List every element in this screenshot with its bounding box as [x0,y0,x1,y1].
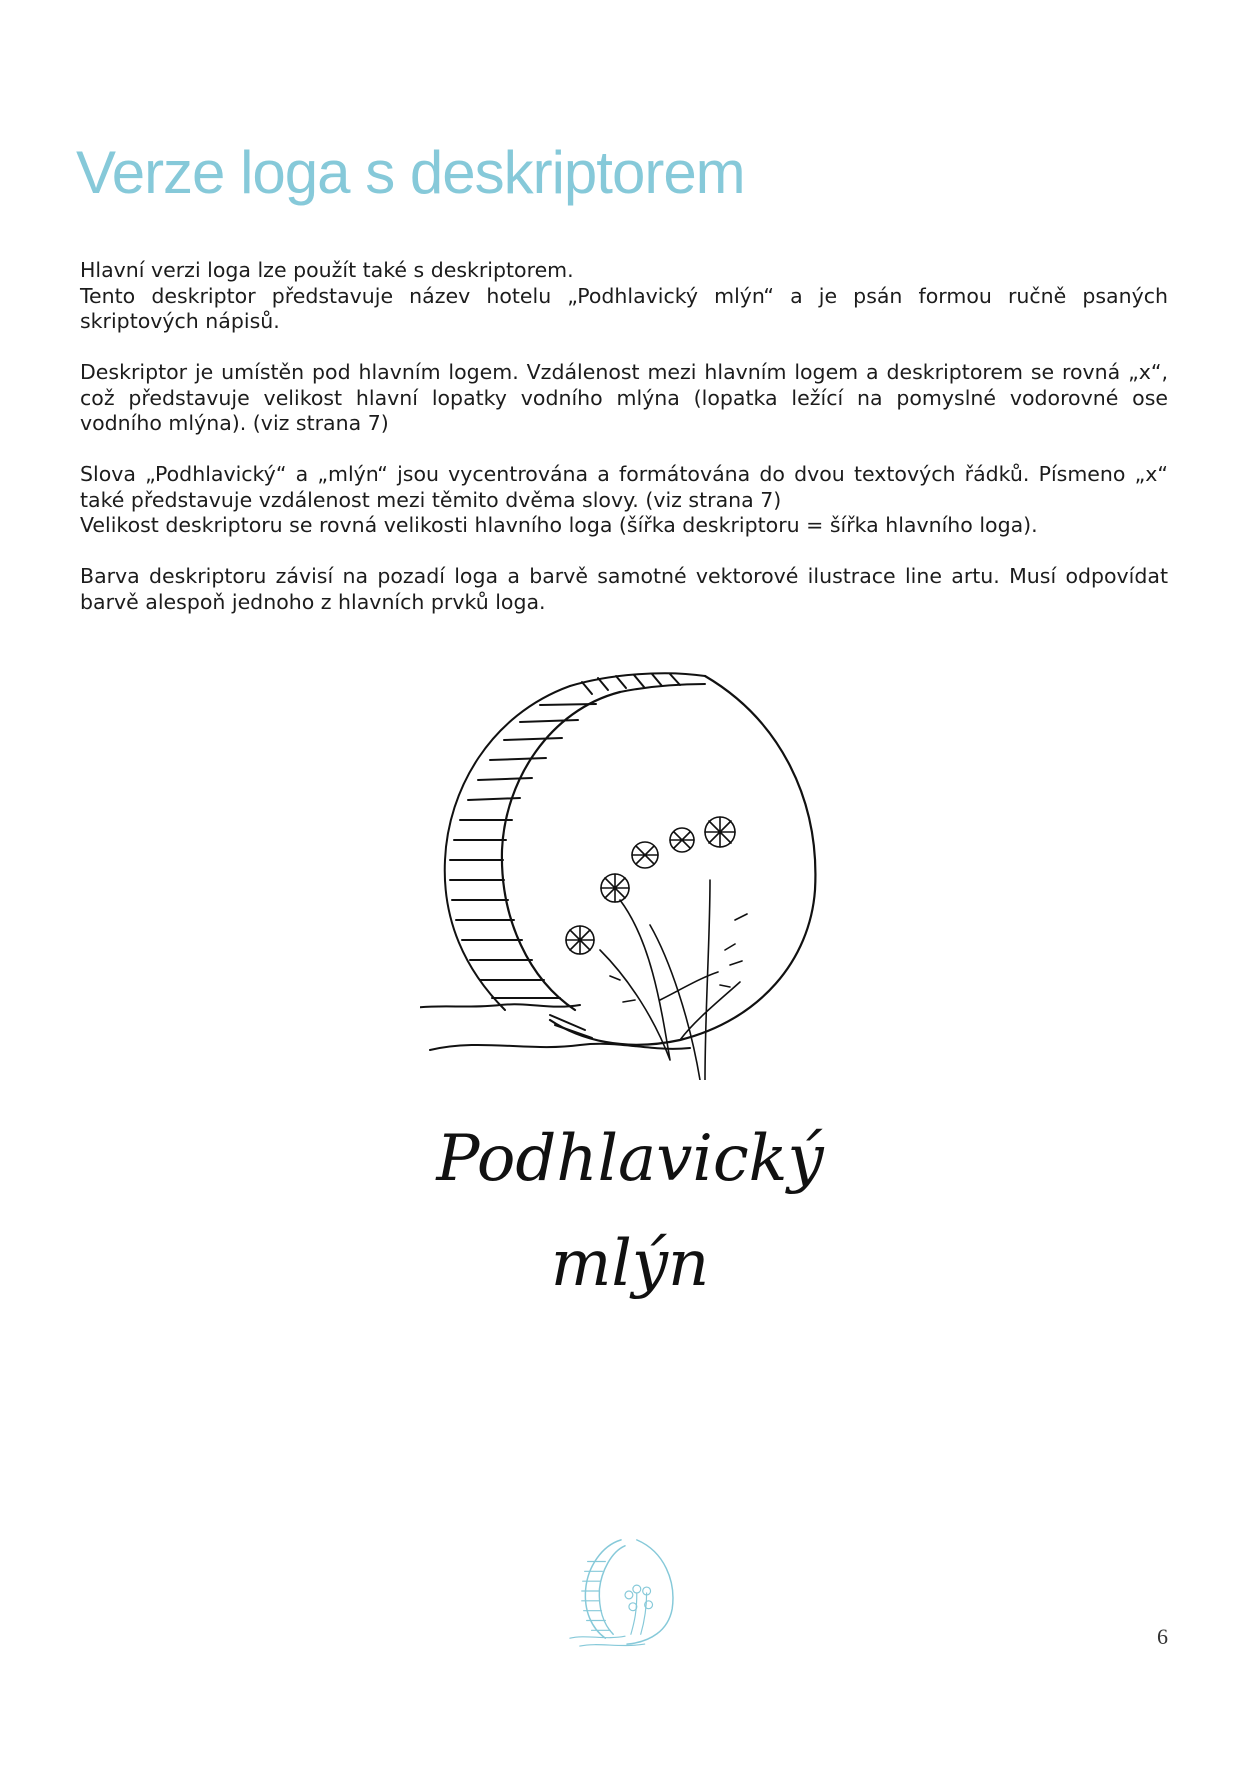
wheel-band-arc [445,686,570,1010]
wheel-top-band [570,673,705,692]
water-lines [420,1004,690,1050]
descriptor-word-podhlavicky: Podhlavický [436,1122,824,1196]
footer-logo-icon [566,1532,684,1650]
main-logo-illustration [420,660,840,1080]
paragraph-1 [80,258,1168,335]
paragraph-1-line-1: Hlavní verzi loga lze použít také s deskriptorem. [80,258,574,282]
descriptor-script [380,1100,880,1360]
page-number: 6 [1157,1624,1168,1649]
body-text [80,258,1168,641]
paragraph-2: Deskriptor je umístěn pod hlavním logem. Vzdálenost mezi hlavním logem a deskriptorem se rovná „x“, což představuje velikost hlavní lopatky vodního mlýna (lopatka ležící na pomyslné vodorovné ose vodního mlýna). (viz strana 7) [80,360,1168,435]
descriptor-word-mlyn: mlýn [550,1227,710,1301]
page-title: Verze loga s deskriptorem [76,139,745,206]
paragraph-3-line-2: Velikost deskriptoru se rovná velikosti hlavního loga (šířka deskriptoru = šířka hlavního loga). [80,513,1038,537]
chamomile-flowers [566,817,747,1080]
paragraph-1-line-2: Tento deskriptor představuje název hotelu „Podhlavický mlýn“ a je psán formou ručně psaných skriptových nápisů. [80,283,1168,333]
paragraph-3 [80,462,1168,539]
paragraph-4: Barva deskriptoru závisí na pozadí loga a barvě samotné vektorové ilustrace line artu. Musí odpovídat barvě alespoň jednoho z hlavních prvků loga. [80,564,1168,614]
wheel-outer-arc [550,676,815,1045]
paragraph-3-line-1: Slova „Podhlavický“ a „mlýn“ jsou vycentrována a formátována do dvou textových řádků. Písmeno „x“ také představuje vzdálenost mezi těmito dvěma slovy. (viz strana 7) [80,462,1168,512]
